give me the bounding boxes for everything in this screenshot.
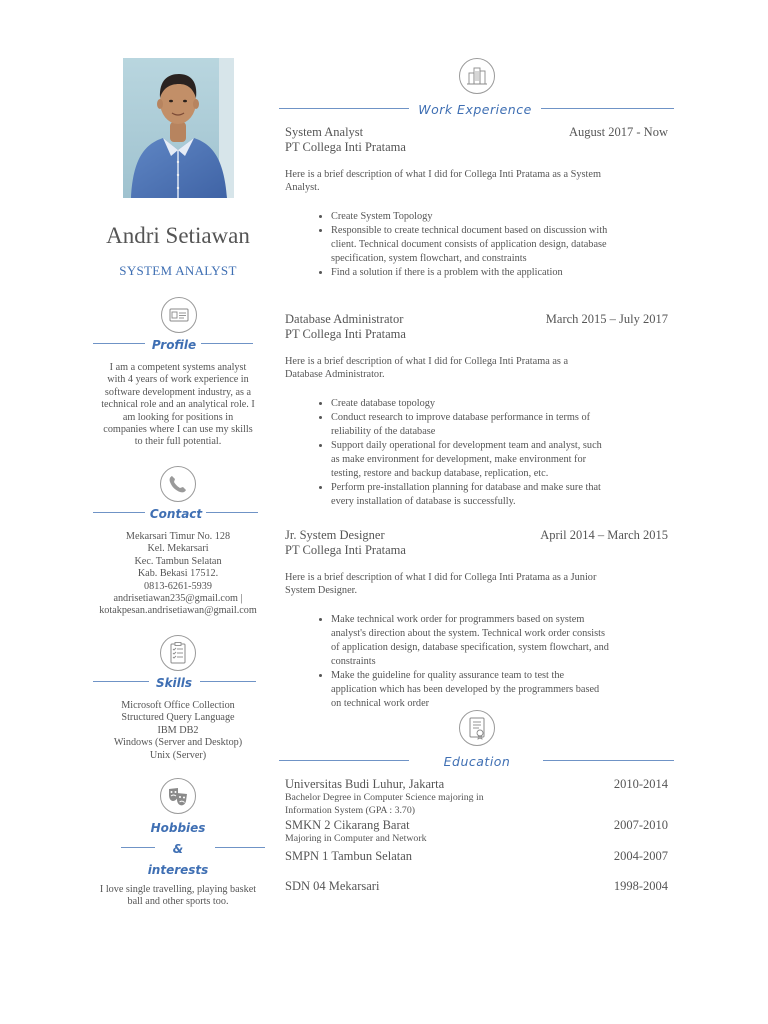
job-position: Jr. System Designer [285, 528, 385, 542]
bullet-line: of application design, database specification, system flowchart, and [331, 642, 609, 653]
education-detail [285, 792, 668, 817]
education-school: SMPN 1 Tambun Selatan [285, 849, 413, 863]
hobbies-heading-line: & [172, 842, 184, 856]
job-description [285, 571, 668, 597]
job-description-line: Here is a brief description of what I did for Collega Inti Pratama as a Junior [285, 572, 597, 583]
job-entry [285, 125, 668, 280]
bullet-line: • Responsible to create technical document based on discussion with [331, 225, 608, 236]
education-years: 1998-2004 [613, 879, 668, 893]
bullet-line: specification, system flowchart, and constraints [331, 253, 527, 264]
education-school: SDN 04 Mekarsari [285, 879, 380, 893]
job-position: Database Administrator [285, 312, 404, 326]
contact-address-line: Kel. Mekarsari [147, 543, 209, 555]
id-card-icon [161, 297, 197, 333]
profile-photo [123, 58, 234, 198]
bullet-line: as make environment for development, make environment for [331, 454, 587, 465]
skill-item: IBM DB2 [157, 724, 199, 736]
skills-text [88, 700, 268, 762]
job-bullets [285, 210, 668, 280]
hobbies-line: ball and other sports too. [127, 896, 229, 908]
hobbies-heading-line: interests [147, 863, 209, 877]
hobbies-line: I love single travelling, playing basket [99, 884, 257, 895]
profile-heading: Profile [151, 338, 197, 352]
education-detail-line: Majoring in Computer and Network [285, 833, 427, 844]
profile-text [88, 362, 268, 449]
hobbies-text [88, 884, 268, 909]
contact-email: andrisetiawan235@gmail.com | [113, 593, 243, 605]
bullet-line: • Make technical work order for programmers based on system [331, 614, 585, 625]
bullet-line: on technical work order [331, 698, 430, 709]
education-school: Universitas Budi Luhur, Jakarta [285, 777, 445, 791]
education-years: 2007-2010 [613, 818, 668, 832]
bullet-line: testing, restore and backup database, replication, etc. [331, 468, 549, 479]
job-bullet [331, 669, 668, 711]
contact-heading: Contact [149, 507, 203, 521]
job-entry [285, 312, 668, 509]
profile-line: to their full potential. [134, 436, 222, 448]
education-years: 2004-2007 [613, 849, 668, 863]
job-date: August 2017 - Now [569, 125, 668, 139]
education-entry [285, 777, 668, 817]
theater-masks-icon [160, 778, 196, 814]
education-detail-line: Information System (GPA : 3.70) [285, 804, 415, 816]
skill-item: Windows (Server and Desktop) [113, 737, 243, 749]
job-description [285, 168, 668, 194]
profile-line: companies where I can use my skills [103, 424, 253, 436]
job-description-line: Database Administrator. [285, 369, 385, 380]
job-description-line: Here is a brief description of what I did for Collega Inti Pratama as a [285, 356, 569, 367]
job-company: PT Collega Inti Pratama [285, 543, 406, 557]
bullet-line: Create database topology [331, 398, 436, 409]
hobbies-heading [138, 818, 218, 881]
profile-photo-image [123, 58, 234, 198]
education-entry [285, 879, 668, 894]
education-header [285, 818, 668, 833]
profile-line: software development industry, as a [104, 386, 252, 398]
job-bullet [331, 613, 668, 669]
person-name: Andri Setiawan [106, 223, 250, 248]
work-experience-heading: Work Experience [418, 102, 532, 117]
job-bullet [331, 397, 668, 411]
contact-phone: 0813-6261-5939 [144, 580, 212, 592]
bullet-line: • Support daily operational for development team and analyst, such [331, 440, 602, 451]
bullet-line: reliability of the database [331, 426, 436, 437]
bullet-line: • Conduct research to improve database performance in terms of [331, 412, 591, 423]
job-bullet [331, 439, 668, 481]
certificate-icon [459, 710, 495, 746]
skill-item: Microsoft Office Collection [121, 700, 235, 711]
job-date: March 2015 – July 2017 [545, 312, 668, 326]
contact-address-line: Kec. Tambun Selatan [134, 555, 222, 567]
job-bullet [331, 224, 668, 266]
education-header [285, 879, 668, 894]
bullet-line: Create System Topology [331, 211, 433, 222]
job-description-line: Analyst. [285, 182, 320, 193]
job-bullet [331, 266, 668, 280]
job-bullets [285, 613, 668, 711]
education-entry [285, 818, 668, 846]
profile-line: technical role and an analytical role. I [101, 399, 255, 411]
checklist-icon [160, 635, 196, 671]
job-description-line: System Designer. [285, 585, 358, 596]
work-divider-left [279, 108, 409, 109]
bullet-line: constraints [331, 656, 376, 667]
job-description-line: Here is a brief description of what I did for Collega Inti Pratama as a System [285, 169, 601, 180]
job-entry [285, 528, 668, 711]
bullet-line: client. Technical document consists of application design, database [331, 239, 607, 250]
hobbies-heading-line: Hobbies [150, 821, 206, 835]
buildings-icon [459, 58, 495, 94]
bullet-line: every installation of database is successfully. [331, 496, 516, 507]
education-school: SMKN 2 Cikarang Barat [285, 818, 410, 832]
profile-line: with 4 years of work experience in [107, 374, 249, 386]
education-divider-left [279, 760, 409, 761]
contact-address-line: Kab. Bekasi 17512. [137, 568, 219, 580]
bullet-line: • Make the guideline for quality assurance team to test the [331, 670, 565, 681]
bullet-line: Find a solution if there is a problem with the application [331, 267, 563, 278]
job-header [285, 528, 668, 543]
phone-icon [160, 466, 196, 502]
bullet-line: application which has been developed by the programmers based [331, 684, 600, 695]
job-bullet [331, 411, 668, 439]
education-detail-line: Bachelor Degree in Computer Science majoring in [285, 792, 484, 803]
contact-address-line: Mekarsari Timur No. 128 [125, 531, 231, 542]
education-header [285, 777, 668, 792]
hobbies-divider-right [215, 847, 265, 848]
job-date: April 2014 – March 2015 [540, 528, 668, 542]
job-position: System Analyst [285, 125, 364, 139]
job-company: PT Collega Inti Pratama [285, 140, 406, 154]
bullet-line: analyst's direction about the system. Technical work order consists [331, 628, 606, 639]
contact-text [88, 531, 268, 618]
job-bullet [331, 481, 668, 509]
contact-email-alt: kotakpesan.andrisetiawan@gmail.com [99, 605, 257, 617]
education-years: 2010-2014 [613, 777, 668, 791]
education-header [285, 849, 668, 864]
profile-line: am looking for positions in [122, 411, 234, 423]
education-divider-right [543, 760, 674, 761]
person-title: SYSTEM ANALYST [119, 263, 237, 278]
education-detail [285, 833, 668, 846]
job-bullet [331, 210, 668, 224]
skill-item: Structured Query Language [121, 712, 235, 724]
skill-item: Unix (Server) [149, 749, 207, 761]
job-company: PT Collega Inti Pratama [285, 327, 406, 341]
job-header [285, 312, 668, 327]
job-description [285, 355, 668, 381]
education-heading: Education [443, 754, 511, 769]
bullet-line: • Perform pre-installation planning for database and make sure that [331, 482, 601, 493]
job-header [285, 125, 668, 140]
education-entry [285, 849, 668, 864]
skills-heading: Skills [155, 676, 193, 690]
job-bullets [285, 397, 668, 509]
work-divider-right [541, 108, 674, 109]
profile-line: I am a competent systems analyst [109, 362, 247, 373]
